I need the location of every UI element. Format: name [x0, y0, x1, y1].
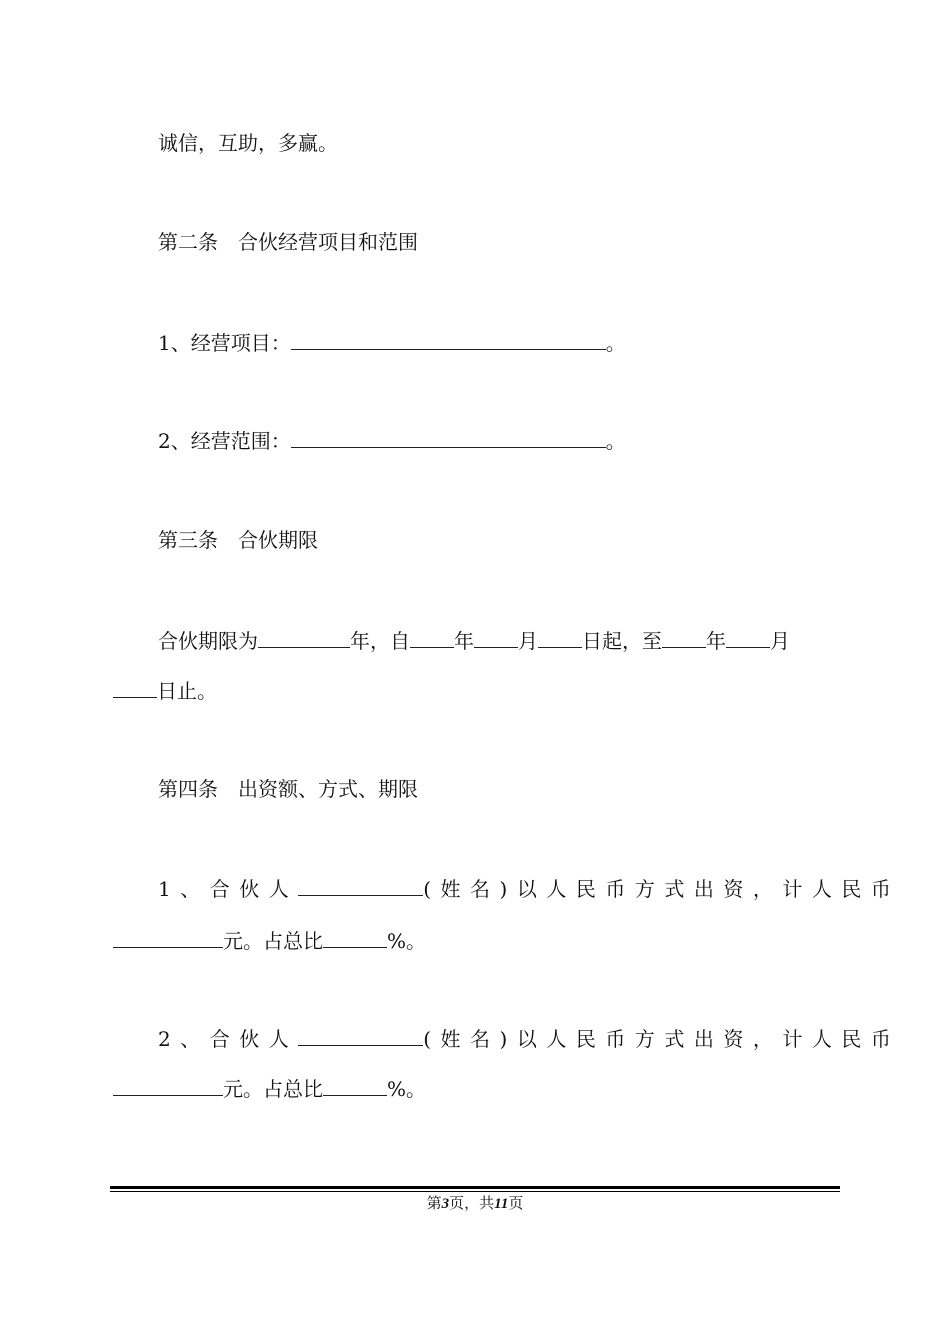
business-scope-label: 2、经营范围：	[158, 429, 291, 453]
partner-2-percent-blank[interactable]	[323, 1077, 387, 1096]
partner-2-line	[158, 1026, 900, 1052]
term-label: 合伙期限为	[158, 629, 258, 653]
partner-1-line	[158, 876, 900, 902]
term-line-1	[158, 628, 790, 654]
partner-2-amount-blank[interactable]	[113, 1077, 223, 1096]
article-2-heading	[158, 229, 418, 255]
month-unit: 月	[770, 629, 790, 653]
business-scope-blank[interactable]	[291, 429, 606, 448]
start-year-blank[interactable]	[410, 629, 454, 648]
partner-contribution-text: (姓名)以人民币方式出资，计人民币	[423, 1027, 901, 1051]
partner-2-amount-line	[113, 1076, 426, 1102]
end-year-blank[interactable]	[662, 629, 706, 648]
partner-prefix: 1、合伙人	[158, 877, 299, 901]
article-title: 合伙期限	[238, 528, 318, 552]
term-end-text: 日止。	[157, 679, 217, 703]
article-number: 第四条	[158, 777, 218, 801]
partner-1-percent-blank[interactable]	[323, 929, 387, 948]
percent-text: %。	[387, 929, 427, 953]
page-prefix: 第	[426, 1194, 442, 1212]
principle-text: 诚信，互助，多赢。	[158, 131, 338, 155]
article-title: 出资额、方式、期限	[238, 777, 418, 801]
page-footer	[0, 1192, 950, 1215]
article-title: 合伙经营项目和范围	[238, 230, 418, 254]
day-unit-start: 日起，至	[582, 629, 662, 653]
business-item-label: 1、经营项目：	[158, 331, 291, 355]
article-3-heading	[158, 527, 318, 553]
partner-1-name-blank[interactable]	[298, 877, 423, 896]
start-month-blank[interactable]	[474, 629, 518, 648]
yuan-text: 元。占总比	[223, 929, 323, 953]
period-mark: 。	[605, 429, 626, 453]
partner-contribution-text: (姓名)以人民币方式出资，计人民币	[423, 877, 901, 901]
page-suffix: 页	[508, 1194, 524, 1212]
footer-divider	[110, 1186, 840, 1189]
term-year-text: 年，自	[350, 629, 410, 653]
article-number: 第三条	[158, 528, 218, 552]
term-years-blank[interactable]	[258, 629, 350, 648]
total-page-number: 11	[494, 1196, 509, 1212]
end-month-blank[interactable]	[726, 629, 770, 648]
partner-1-amount-blank[interactable]	[113, 929, 223, 948]
page-mid: 页，共	[449, 1194, 495, 1212]
article-number: 第二条	[158, 230, 218, 254]
percent-text: %。	[387, 1077, 427, 1101]
period-mark: 。	[605, 331, 626, 355]
article-4-heading	[158, 776, 418, 802]
business-scope-line	[158, 428, 626, 454]
partner-prefix: 2、合伙人	[158, 1027, 299, 1051]
month-unit: 月	[518, 629, 538, 653]
year-unit: 年	[706, 629, 726, 653]
term-line-2	[113, 678, 217, 704]
year-unit: 年	[454, 629, 474, 653]
current-page-number: 3	[441, 1196, 450, 1212]
start-day-blank[interactable]	[538, 629, 582, 648]
business-item-blank[interactable]	[291, 331, 606, 350]
business-item-line	[158, 330, 626, 356]
end-day-blank[interactable]	[113, 679, 157, 698]
partner-2-name-blank[interactable]	[298, 1027, 423, 1046]
yuan-text: 元。占总比	[223, 1077, 323, 1101]
partner-1-amount-line	[113, 928, 426, 954]
